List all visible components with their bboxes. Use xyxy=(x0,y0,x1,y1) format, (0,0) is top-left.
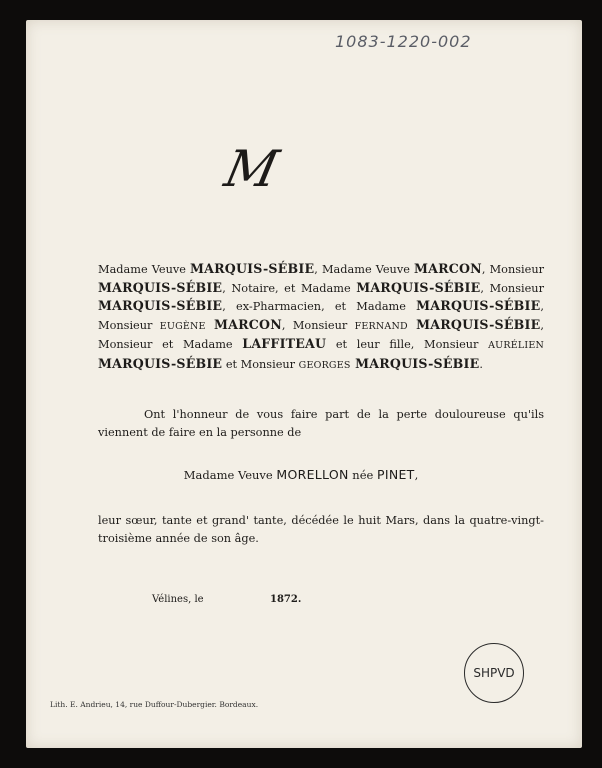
names-text: , Monsieur xyxy=(480,281,544,295)
names-text: , Notaire, et Madame xyxy=(222,281,357,295)
names-text: , Madame Veuve xyxy=(314,263,414,276)
first-name: EUGÈNE xyxy=(159,320,206,332)
family-names-paragraph xyxy=(98,260,544,375)
first-name: GEORGES xyxy=(298,359,351,371)
monogram-initial: M xyxy=(219,140,284,198)
family-name: LAFFITEAU xyxy=(242,336,327,352)
announcement-sheet xyxy=(26,20,582,748)
names-text: , Monsieur xyxy=(281,318,355,332)
family-name: MARQUIS-SÉBIE xyxy=(98,279,223,295)
archive-reference: 1083-1220-002 xyxy=(335,32,472,51)
family-name: MARQUIS-SÉBIE xyxy=(350,355,480,371)
printer-imprint: Lith. E. Andrieu, 14, rue Duffour-Dubergier. Bordeaux. xyxy=(50,700,259,709)
archive-stamp xyxy=(464,643,524,703)
family-name: MARCON xyxy=(414,261,482,276)
names-text: et Monsieur xyxy=(222,357,299,371)
deceased-surname: MORELLON xyxy=(276,467,349,482)
family-name: MARCON xyxy=(205,316,282,332)
deceased-middle: née xyxy=(348,468,377,482)
deceased-suffix: , xyxy=(414,468,419,482)
family-name: MARQUIS-SÉBIE xyxy=(190,261,315,276)
family-name: MARQUIS-SÉBIE xyxy=(98,355,223,371)
place-date: Vélines, le xyxy=(152,594,204,605)
names-text: et leur fille, Monsieur xyxy=(326,338,489,352)
names-text: , ex-Pharmacien, et Madame xyxy=(222,300,417,314)
names-text: , Monsieur et Madame xyxy=(98,318,544,352)
family-name: MARQUIS-SÉBIE xyxy=(356,279,481,295)
honour-paragraph: Ont l'honneur de vous faire part de la perte douloureuse qu'ils viennent de faire en la personne de xyxy=(98,408,544,439)
names-text: , Monsieur xyxy=(98,300,544,332)
names-text: , Monsieur xyxy=(481,263,545,276)
names-text: Madame Veuve xyxy=(98,263,191,276)
family-name: MARQUIS-SÉBIE xyxy=(407,316,541,332)
first-name: FERNAND xyxy=(354,320,408,332)
first-name: AURÉLIEN xyxy=(488,340,544,352)
deceased-name-line xyxy=(0,467,602,482)
stamp-label: SHPVD xyxy=(473,666,515,680)
relation-paragraph: leur sœur, tante et grand' tante, décédée le huit Mars, dans la quatre-vingt-troisième année de son âge. xyxy=(98,514,544,545)
names-text: . xyxy=(479,357,483,371)
family-name: MARQUIS-SÉBIE xyxy=(416,298,541,314)
year: 1872. xyxy=(270,594,302,605)
deceased-prefix: Madame Veuve xyxy=(183,468,277,482)
deceased-maiden-name: PINET xyxy=(377,467,415,482)
family-name: MARQUIS-SÉBIE xyxy=(98,298,223,314)
